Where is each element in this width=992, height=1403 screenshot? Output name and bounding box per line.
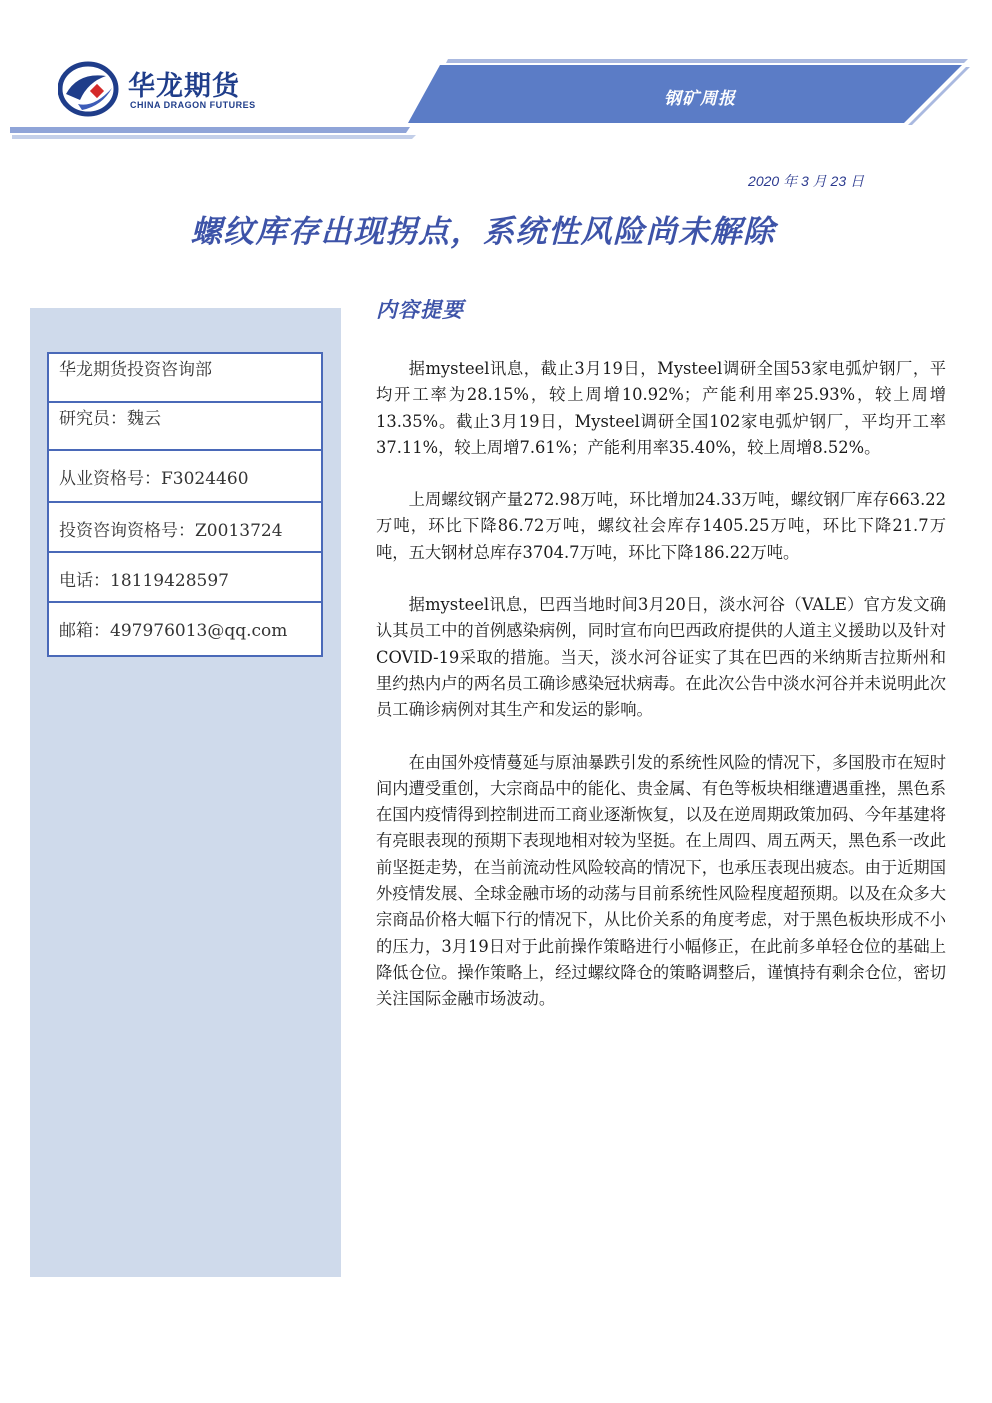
phone-number: 电话：18119428597 [49, 553, 321, 603]
department-name: 华龙期货投资咨询部 [49, 354, 321, 403]
summary-paragraph: 据mysteel讯息，截止3月19日，Mysteel调研全国53家电弧炉钢厂，平均开工率为28.15%，较上周增10.92%；产能利用率25.93%，较上周增13.35%。截止3月19日，Mysteel调研全国102家电弧炉钢厂，平均开工率37.11%，较上周增7.61%；产能利用率35.40%，较上周增8.52%。 [376, 359, 946, 457]
header-banner [0, 55, 992, 140]
summary-heading: 内容提要 [376, 297, 464, 322]
report-title: 螺纹库存出现拐点，系统性风险尚未解除 [190, 214, 776, 250]
report-date: 2020 年 3 月 23 日 [748, 173, 864, 189]
summary-body [376, 356, 946, 1039]
summary-paragraph: 上周螺纹钢产量272.98万吨，环比增加24.33万吨，螺纹钢厂库存663.22万吨，环比下降86.72万吨，螺纹社会库存1405.25万吨，环比下降21.7万吨，五大钢材总库存3704.7万吨，环比下降186.22万吨。 [376, 490, 946, 562]
report-type-label: 钢矿周报 [664, 89, 736, 109]
email-address[interactable]: 邮箱：497976013@qq.com [59, 621, 288, 641]
qualification-number: 从业资格号：F3024460 [49, 451, 321, 503]
analyst-name: 研究员：魏云 [49, 403, 321, 452]
analyst-info-box [47, 352, 323, 657]
summary-paragraph: 据mysteel讯息，巴西当地时间3月20日，淡水河谷（VALE）官方发文确认其员工中的首例感染病例，同时宣布向巴西政府提供的人道主义援助以及针对COVID-19采取的措施。当天，淡水河谷证实了其在巴西的米纳斯吉拉斯州和里约热内卢的两名员工确诊感染冠状病毒。在此次公告中淡水河谷并未说明此次员工确诊病例对其生产和发运的影响。 [376, 595, 946, 720]
summary-paragraph: 在由国外疫情蔓延与原油暴跌引发的系统性风险的情况下，多国股市在短时间内遭受重创，大宗商品中的能化、贵金属、有色等板块相继遭遇重挫，黑色系在国内疫情得到控制进而工商业逐渐恢复，以及在逆周期政策加码、今年基建将有亮眼表现的预期下表现地相对较为坚挺。在上周四、周五两天，黑色系一改此前坚挺走势，在当前流动性风险较高的情况下，也承压表现出疲态。由于近期国外疫情发展、全球金融市场的动荡与目前系统性风险程度超预期。以及在众多大宗商品价格大幅下行的情况下，从比价关系的角度考虑，对于黑色板块形成不小的压力，3月19日对于此前操作策略进行小幅修正，在此前多单轻仓位的基础上降低仓位。操作策略上，经过螺纹降仓的策略调整后，谨慎持有剩余仓位，密切关注国际金融市场波动。 [376, 752, 946, 1009]
logo-name-cn: 华龙期货 [128, 71, 240, 102]
consulting-qualification-number: 投资咨询资格号：Z0013724 [49, 503, 321, 553]
logo-name-en: CHINA DRAGON FUTURES [130, 100, 256, 110]
